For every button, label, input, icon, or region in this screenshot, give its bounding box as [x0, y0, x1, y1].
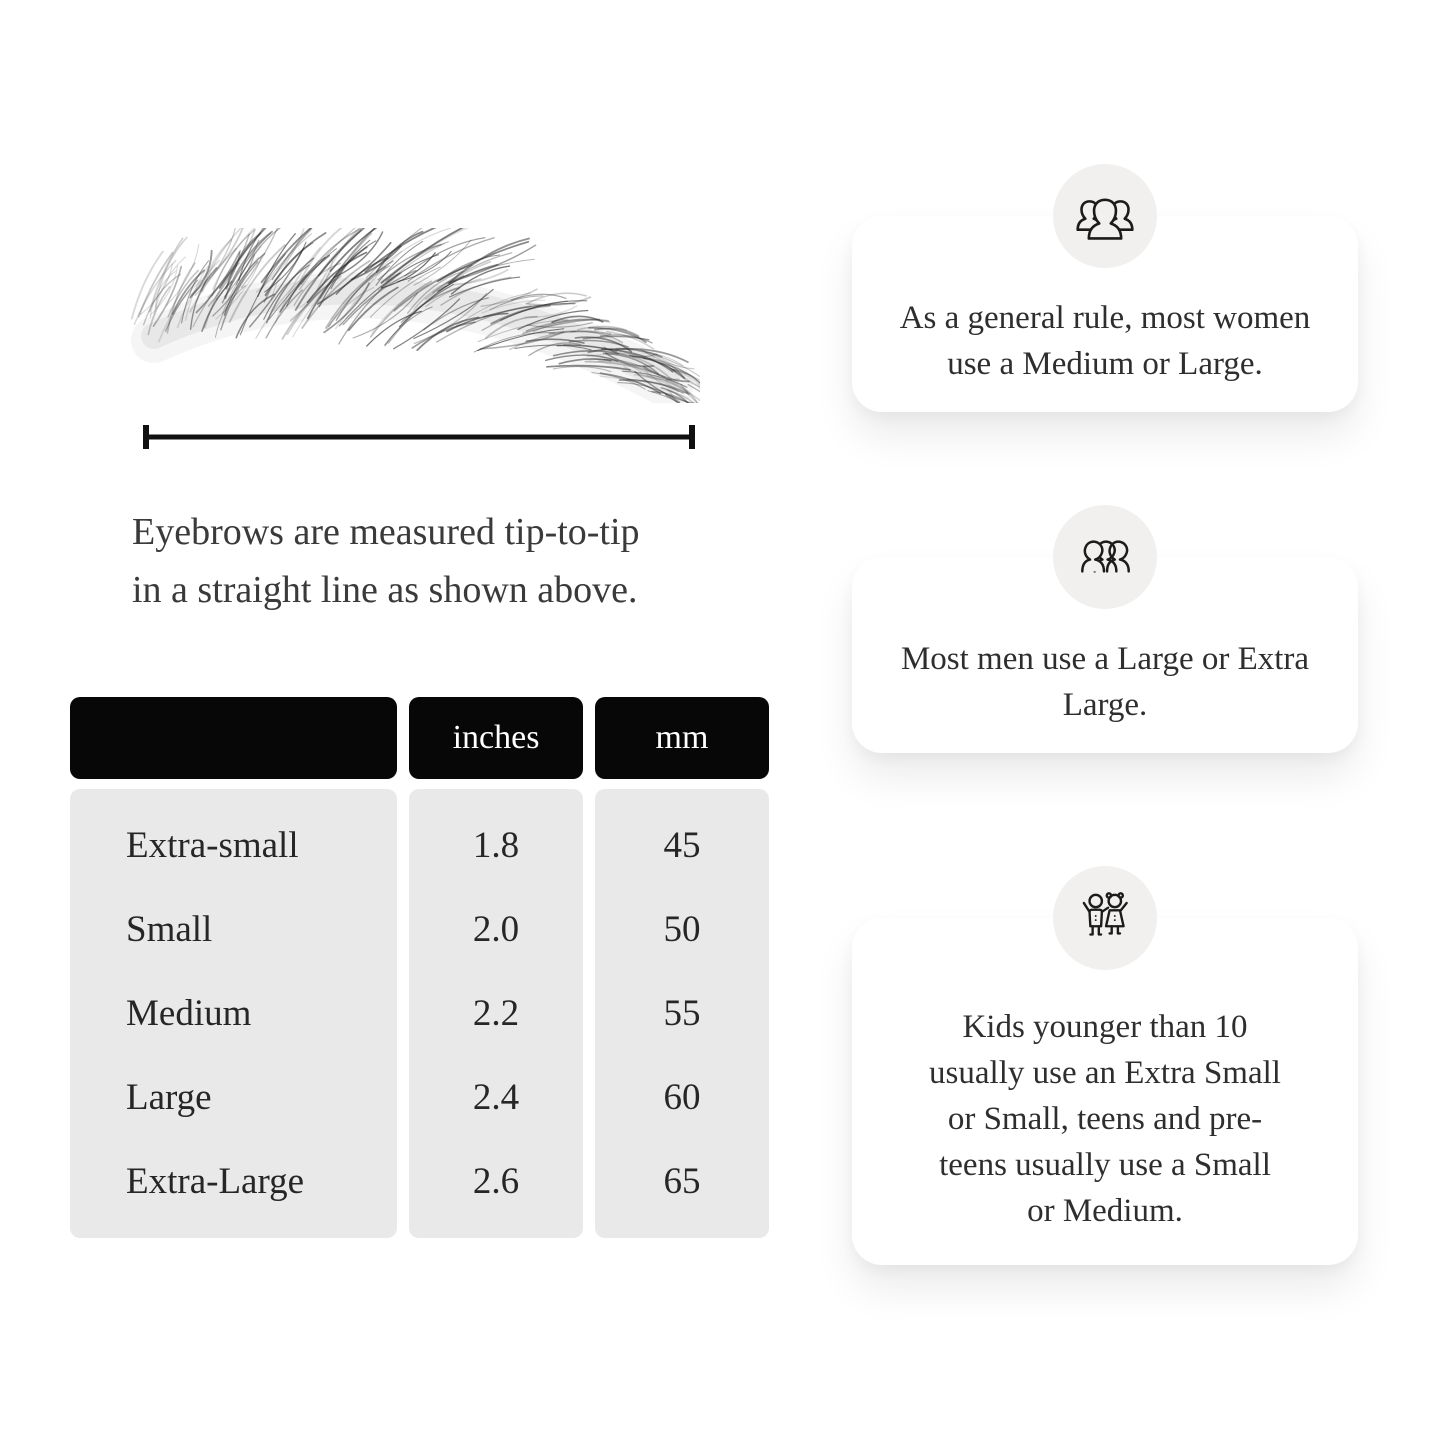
measurement-line [138, 420, 700, 454]
kids-icon-badge [1053, 866, 1157, 970]
women-group-icon [1072, 183, 1138, 249]
mm-column [595, 789, 769, 1238]
header-cell-inches: inches [409, 697, 583, 779]
mm-value: 65 [663, 1161, 701, 1203]
inches-value: 1.8 [472, 824, 520, 866]
info-card-kids [852, 918, 1358, 1265]
size-label-column [70, 789, 397, 1238]
info-card-men-text: Most men use a Large or Extra Large. [900, 641, 1310, 723]
mm-value: 50 [663, 908, 701, 950]
figure-caption-line-2: in a straight line as shown above. [132, 569, 638, 611]
women-icon-badge [1053, 164, 1157, 268]
figure-caption [132, 503, 772, 619]
info-card-women-text: As a general rule, most women use a Medium or Large. [899, 300, 1311, 382]
inches-column [409, 789, 583, 1238]
children-icon [1072, 885, 1138, 951]
size-label: Medium [126, 993, 252, 1034]
info-card-men [852, 557, 1358, 753]
size-table-header-row [70, 697, 769, 779]
header-cell-mm: mm [595, 697, 769, 779]
inches-value: 2.6 [472, 1161, 520, 1203]
figure-caption-line-1: Eyebrows are measured tip-to-tip [132, 511, 640, 553]
size-label: Large [126, 1077, 212, 1119]
size-label: Small [126, 908, 213, 950]
size-label: Extra-Large [126, 1161, 305, 1203]
size-table-body [70, 789, 769, 1238]
mm-value: 55 [663, 993, 701, 1034]
info-card-women [852, 216, 1358, 412]
header-cell-size [70, 697, 397, 779]
inches-value: 2.2 [472, 993, 520, 1034]
eyebrow-illustration [120, 228, 700, 403]
inches-value: 2.0 [472, 908, 520, 950]
mm-value: 45 [663, 824, 701, 866]
mm-value: 60 [663, 1077, 701, 1119]
size-label: Extra-small [126, 824, 299, 866]
inches-value: 2.4 [472, 1077, 520, 1119]
men-icon-badge [1053, 505, 1157, 609]
men-group-icon [1072, 524, 1138, 590]
info-card-kids-text: Kids younger than 10 usually use an Extra Small or Small, teens and pre-teens usually use a Small or Medium. [929, 1008, 1281, 1229]
